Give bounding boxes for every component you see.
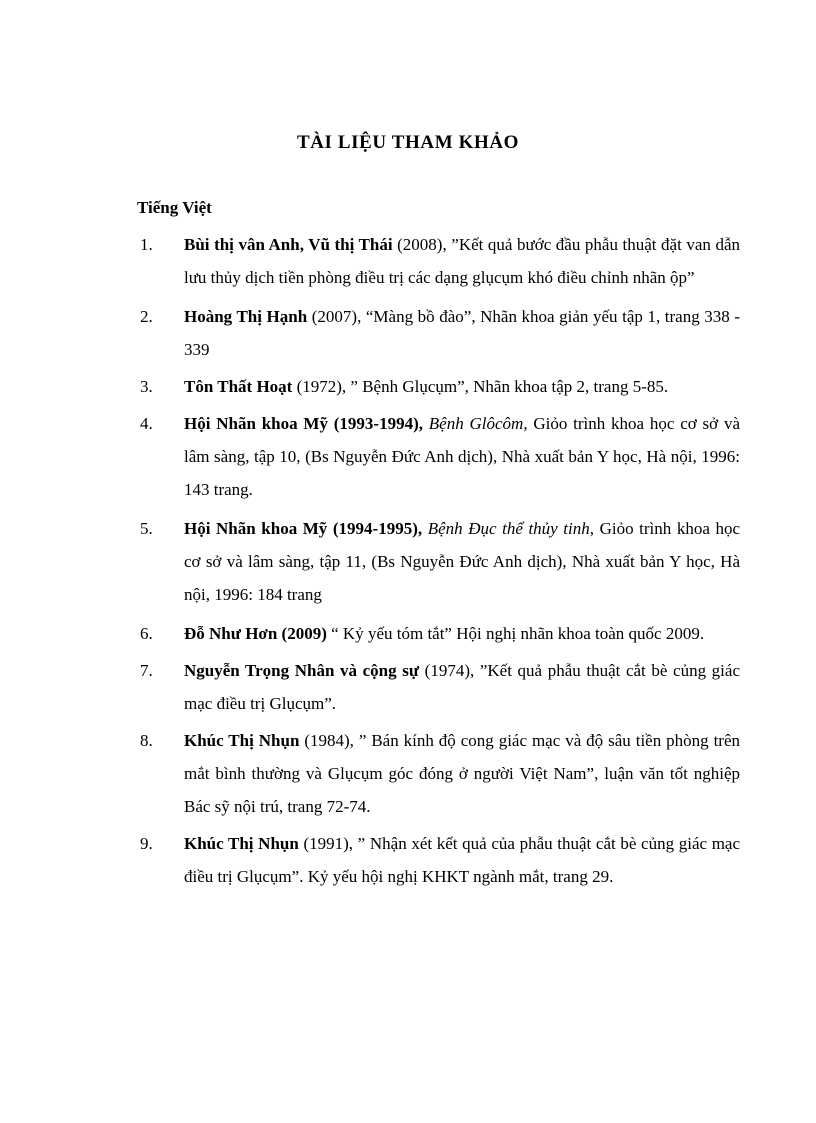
reference-author: Khúc Thị Nhụn [184, 834, 299, 853]
reference-italic-title: Bệnh Đục thể thủy tinh [427, 519, 590, 538]
reference-author: Hoàng Thị Hạnh [184, 307, 308, 326]
reference-number: 8. [140, 731, 153, 750]
reference-author: Khúc Thị Nhụn [184, 731, 300, 750]
reference-item [137, 300, 740, 366]
reference-number: 4. [140, 414, 153, 433]
reference-item [137, 407, 740, 506]
reference-item [137, 228, 740, 294]
reference-number: 5. [140, 519, 153, 538]
reference-author: Tôn Thất Hoạt [184, 377, 293, 396]
page-title: TÀI LIỆU THAM KHẢO [296, 132, 520, 153]
reference-italic-title: Bệnh Glôcôm [428, 414, 524, 433]
section-heading: Tiếng Việt [137, 198, 212, 217]
reference-number: 1. [140, 235, 153, 254]
reference-item [137, 827, 740, 893]
reference-text: (1984), ” Bán kính độ cong giác mạc và độ sâu tiền phòng trên mắt bình thường và Glụcụm góc đóng ở người Việt Nam”, luận văn tốt nghiệp Bác sỹ nội trú, trang 72-74. [184, 731, 741, 816]
reference-number: 6. [140, 624, 153, 643]
reference-author: Hội Nhãn khoa Mỹ (1994-1995), [184, 519, 423, 538]
reference-author: Bùi thị vân Anh, Vũ thị Thái [184, 235, 393, 254]
reference-author: Nguyễn Trọng Nhân và cộng sự [184, 661, 420, 680]
reference-text: , Giỏo trình khoa học cơ sở và lâm sàng, tập 10, (Bs Nguyễn Đức Anh dịch), Nhà xuất bản Y học, Hà nội, 1996: 143 trang. [184, 414, 740, 499]
reference-text: , Giỏo trình khoa học cơ sở và lâm sàng, tập 11, (Bs Nguyễn Đức Anh dịch), Nhà xuất bản Y học, Hà nội, 1996: 184 trang [184, 519, 740, 604]
reference-text: (2007), “Màng bồ đào”, Nhãn khoa giản yếu tập 1, trang 338 - 339 [184, 307, 740, 359]
reference-number: 9. [140, 834, 153, 853]
reference-item [137, 370, 740, 403]
reference-author: Đỗ Như Hơn (2009) [184, 624, 327, 643]
reference-number: 2. [140, 307, 153, 326]
reference-author: Hội Nhãn khoa Mỹ (1993-1994), [184, 414, 423, 433]
reference-number: 7. [140, 661, 153, 680]
reference-text: (1972), ” Bệnh Glụcụm”, Nhãn khoa tập 2, trang 5-85. [292, 377, 669, 396]
reference-number: 3. [140, 377, 153, 396]
reference-item [137, 617, 740, 650]
reference-text: (2008), ”Kết quả bước đầu phẫu thuật đặt van dẫn lưu thủy dịch tiền phòng điều trị các dạng glụcụm khó điều chỉnh nhãn ộp” [184, 235, 741, 287]
reference-item [137, 654, 740, 720]
reference-item [137, 512, 740, 611]
reference-text: “ Kỷ yếu tóm tắt” Hội nghị nhãn khoa toàn quốc 2009. [326, 624, 705, 643]
reference-text: (1974), ”Kết quả phẫu thuật cắt bè củng giác mạc điều trị Glụcụm”. [184, 661, 740, 713]
reference-text: (1991), ” Nhận xét kết quả của phẫu thuật cắt bè củng giác mạc điều trị Glụcụm”. Kỷ yếu hội nghị KHKT ngành mắt, trang 29. [184, 834, 741, 886]
reference-list [137, 228, 740, 893]
reference-item [137, 724, 740, 823]
